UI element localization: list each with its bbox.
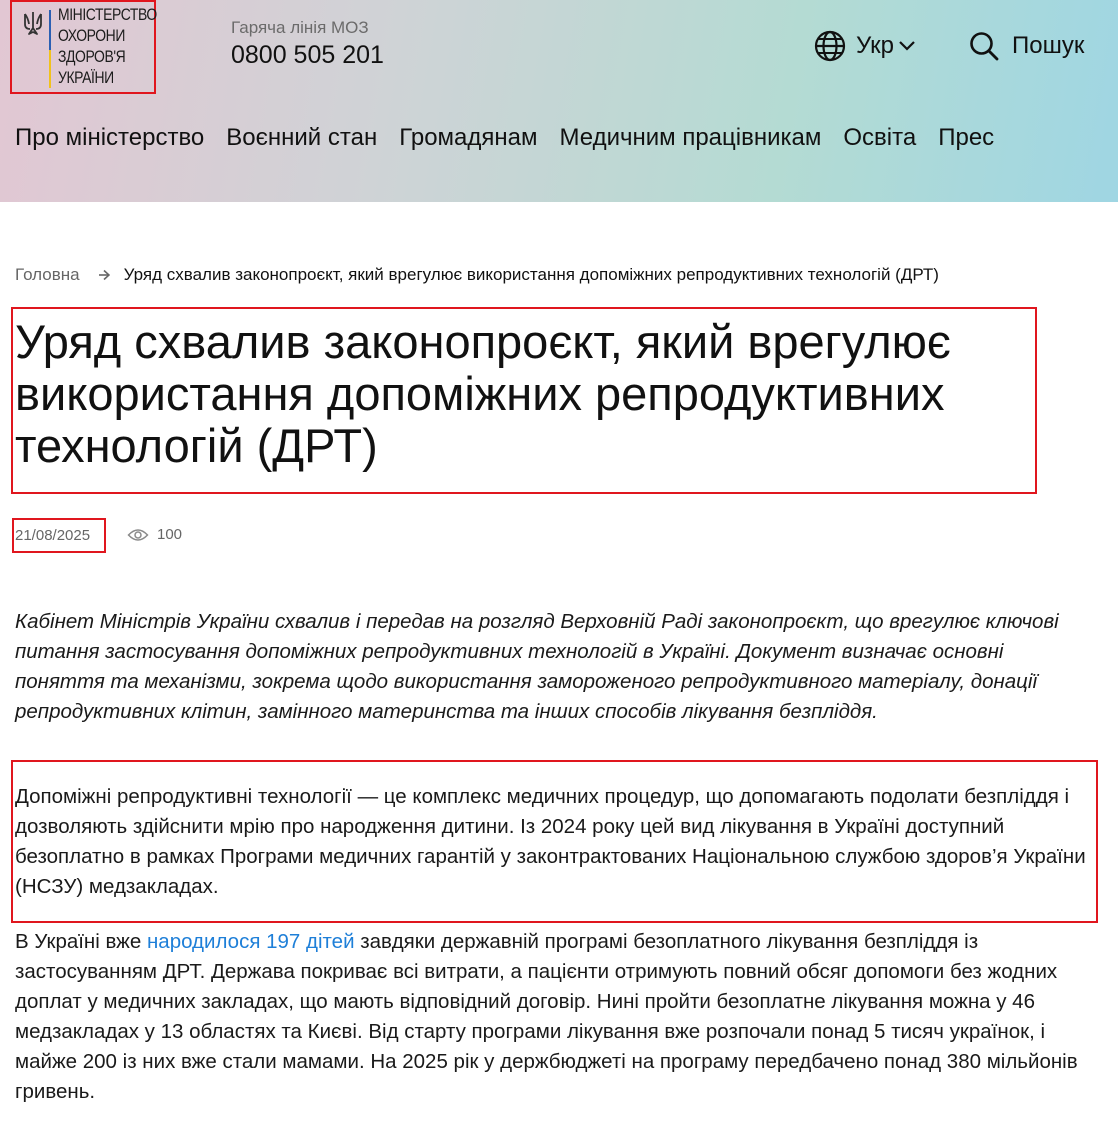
site-header [0,0,1118,202]
breadcrumb-home-link[interactable]: Головна [15,265,80,284]
breadcrumb-current: Уряд схвалив законопроєкт, який врегулює використання допоміжних репродуктивних технологій (ДРТ) [123,265,939,284]
logo-yellow-bar [49,50,51,88]
main-nav [15,124,994,152]
nav-item-about-ministry[interactable]: Про міністерство [15,124,205,151]
globe-icon [814,30,846,62]
logo-text-line: ОХОРОНИ [58,26,125,45]
eye-icon [127,527,149,543]
arrow-right-icon [98,269,110,281]
article-paragraph: Допоміжні репродуктивні технології — це комплекс медичних процедур, що допомагають подолати безпліддя і дозволяють здійснити мрію про народження дитини. Із 2024 року цей вид лікування в Україні доступний безоплатно в рамках Програми медичних гарантій у законтрактованих Національною службою здоров’я України (НСЗУ) медзакладах. [15,785,1086,898]
logo-text-line: УКРАЇНИ [58,68,114,87]
nav-item-citizens[interactable]: Громадянам [399,124,538,151]
nav-item-press[interactable]: Прес [938,124,995,151]
nav-item-martial-law[interactable]: Воєнний стан [226,124,378,151]
article-paragraph [15,927,1095,1107]
publication-date: 21/08/2025 [15,527,91,544]
language-label: Укр [856,32,895,59]
trident-icon [22,10,44,38]
views-counter [127,526,182,543]
breadcrumb [15,265,939,285]
nav-item-medical-workers[interactable]: Медичним працівникам [559,124,822,151]
ministry-logo[interactable] [10,0,156,94]
logo-text-line: МІНІСТЕРСТВО [58,5,157,24]
paragraph-text: В Україні вже [15,930,147,953]
logo-blue-bar [49,10,51,50]
hotline-label: Гаряча лінія МОЗ [231,18,369,37]
births-link[interactable]: народилося 197 дітей [146,930,355,953]
hotline-number[interactable]: 0800 505 201 [231,41,384,69]
nav-item-education[interactable]: Освіта [843,124,917,151]
page-title: Уряд схвалив законопроєкт, який врегулює використання допоміжних репродуктивних технологій (ДРТ) [15,315,951,472]
chevron-down-icon [898,40,916,52]
language-selector[interactable] [814,28,916,64]
logo-text-line: ЗДОРОВ'Я [58,47,126,66]
search-button[interactable] [968,28,1084,64]
article-lead: Кабінет Міністрів України схвалив і передав на розгляд Верховній Раді законопроєкт, що врегулює ключові питання застосування допоміжних репродуктивних технологій в Україні. Документ визначає основні поняття та механізми, зокрема щодо використання замороженого репродуктивного матеріалу, донації репродуктивних клітин, замінного материнства та інших способів лікування безпліддя. [15,610,1059,723]
search-label: Пошук [1012,32,1085,59]
views-count: 100 [157,526,183,543]
search-icon [968,30,1000,62]
paragraph-text: завдяки державній програмі безоплатного лікування безпліддя із застосуванням ДРТ. Держава покриває всі витрати, а пацієнти отримують повний обсяг допомоги без жодних доплат у медичних закладах, що мають відповідний договір. Нині пройти безоплатне лікування можна у 46 медзакладах у 13 областях та Києві. Від старту програми лікування вже розпочали понад 5 тисяч українок, і майже 200 із них вже стали мамами. На 2025 рік у держбюджеті на програму передбачено понад 380 мільйонів гривень. [15,930,1078,1103]
